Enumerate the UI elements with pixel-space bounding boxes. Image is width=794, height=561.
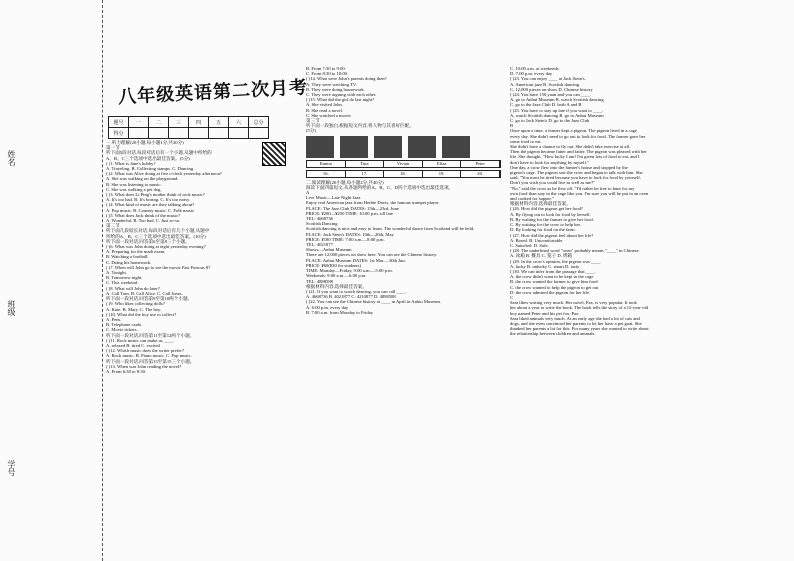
- text-line: A. Traveling. B. Collecting stamps. C. Dancing.: [106, 166, 195, 172]
- score-cell: 三: [169, 117, 189, 128]
- text-line: Don't you wish you could live as well as me?": [510, 180, 595, 186]
- text-line: Shows—Anhui Museum: [306, 247, 352, 253]
- text-line: A. From 6:30 to 8:30.: [106, 368, 147, 374]
- column-1: [106, 140, 296, 374]
- text-line: A. watch Scottish dancing B. go to Anhui Museum: [510, 112, 604, 118]
- text-line: A. Pop music. B. Country music. C. Folk music.: [106, 207, 196, 213]
- score-cell[interactable]: [149, 128, 169, 139]
- text-line: A. Tonight.: [106, 270, 127, 276]
- text-line: ( )29. In the crow's opinion, the pigeon was ____.: [510, 258, 602, 264]
- text-line: A. American jazz B. Scottish dancing: [510, 81, 580, 87]
- text-line: 第一节: [106, 145, 120, 151]
- text-line: C. Satisfied. D. Safe.: [510, 242, 549, 248]
- text-line: B. 7:00 a.m. from Monday to Friday: [306, 309, 373, 315]
- text-line: B. She read a novel.: [306, 107, 343, 113]
- text-line: Sara liked animals very much. At an early age she had a lot of cats and: [510, 315, 640, 321]
- text-line: (5分): [306, 128, 316, 134]
- text-line: A. Wonderful. B. Too bad. C. Just so-so.: [106, 218, 181, 224]
- text-line: A. lucky B. unlucky C. smart D. tasty: [510, 263, 580, 269]
- text-line: A. It's too bad. B. It's boring. C. It's too noisy.: [106, 197, 191, 203]
- text-line: ( )8. What will John do later?: [106, 285, 160, 291]
- text-line: B. Watching a football.: [106, 254, 149, 260]
- text-line: A. 4668736 B. 4021877 C. 4210877 D. 4888588: [306, 294, 396, 300]
- text-line: C. 10:00 a.m. at weekends: [510, 66, 559, 71]
- text-line: some food to eat.: [510, 138, 542, 144]
- text-line: life. She thought, "How lucky I am! I'm given lots of food to eat, and I: [510, 154, 640, 160]
- text-line: C. She watched a movie.: [306, 112, 352, 118]
- text-line: the relationship between children and animals.: [510, 331, 596, 337]
- text-line: ( )2. What was Alice doing at five o'clock yesterday afternoon?: [106, 171, 222, 177]
- text-line: A. They were watching TV.: [306, 81, 357, 87]
- text-line: ( )11. Rock music can make us ____.: [106, 337, 175, 343]
- text-line: D. By looking for food on the farm.: [510, 227, 576, 233]
- text-line: 根据材料内容,选择最佳答案。: [306, 283, 367, 289]
- score-cell: 五: [209, 117, 229, 128]
- score-header-row: [109, 117, 269, 128]
- text-line: 一.听力理解(20小题,每小题1分,共20分): [106, 140, 184, 145]
- text-line: A. Bored. B. Uncomfortable.: [510, 237, 564, 243]
- binding-margin: [0, 0, 103, 561]
- text-line: A. She visited John.: [306, 102, 343, 108]
- text-line: her about a year to write the book. The book tells the story of a 12-year-old: [510, 305, 649, 311]
- text-line: B. Telephone cards.: [106, 322, 143, 328]
- name-label: 姓名: [7, 150, 16, 166]
- text-line: ( )28. The underlined word "oven" probably means "____" in Chinese.: [510, 248, 640, 254]
- text-line: Live Music—Late Night Jazz: [306, 195, 361, 201]
- name-cell: Peter: [461, 161, 500, 167]
- text-line: A. 6:00 p.m. every day: [306, 304, 349, 310]
- text-line: C. From 8:30 to 10:00.: [306, 71, 349, 77]
- answer-blank[interactable]: 19.: [423, 171, 462, 177]
- text-line: TEL: 4021877: [306, 242, 333, 248]
- text-line: thanked her parents a lot for this. For many years she wanted to write about: [510, 326, 649, 332]
- text-line: ( )27. How did the pigeon feel about her life?: [510, 232, 594, 238]
- text-line: C. 12,000 pieces on show D. Chinese history: [510, 86, 593, 92]
- text-line: ( )6. What was John doing at eight yesterday evening?: [106, 244, 206, 250]
- text-line: ( )3. What does Li Ping's mother think of rock music?: [106, 192, 205, 198]
- text-line: 听下面一段对话,回答第6至第8三个小题。: [106, 238, 190, 244]
- name-cell: Eliza: [423, 161, 462, 167]
- score-cell: 四: [189, 117, 209, 128]
- text-line: 听下面一段独白,根据短文内容,将人物与其喜好匹配。: [306, 123, 414, 129]
- text-line: ( )10. What did the boy use to collect?: [106, 311, 177, 317]
- text-line: B. By waiting for the farmer to give her food.: [510, 216, 594, 222]
- text-line: C. the crow wanted to help the pigeon to get out: [510, 284, 599, 290]
- text-line: ( )24. You have 150 yuan and you can ____.: [510, 92, 592, 98]
- picture-a: [306, 136, 334, 158]
- name-cell: Tina: [346, 161, 385, 167]
- score-cell[interactable]: [189, 128, 209, 139]
- text-line: and cooked for supper.": [510, 196, 554, 202]
- text-line: ( )22. You can see the Chinese history at ____ in April in Anhui Museum.: [306, 299, 442, 305]
- exam-title: 八年级英语第二次月考: [117, 77, 309, 108]
- student-number-label: 学号: [7, 460, 16, 476]
- text-line: A. Pens.: [106, 316, 122, 322]
- picture-row: [306, 136, 501, 158]
- picture-c: [374, 136, 402, 158]
- text-line: 二.阅读理解(20小题,每小题2分,共40分): [306, 179, 384, 185]
- text-line: C: [510, 294, 514, 300]
- text-line: B. Tomorrow night.: [106, 275, 143, 281]
- text-line: PRICE: ¥200—¥250 TIME: 10:00 p.m. till late: [306, 210, 393, 216]
- text-line: There are 12,000 pieces on show here. You can see the Chinese history.: [306, 252, 438, 258]
- text-line: A. Kate. B. Mary. C. The boy.: [106, 306, 162, 312]
- score-cell: 一: [129, 117, 149, 128]
- text-line: A. Call Tom. B. Call Alice. C. Call Jones.: [106, 290, 183, 296]
- score-cell[interactable]: [209, 128, 229, 139]
- text-line: A、B、C三个选项中选出最佳答案。(5分): [106, 155, 190, 161]
- score-cell: 题号: [109, 117, 129, 128]
- text-line: Once upon a time, a farmer kept a pigeon. The pigeon lived in a cage: [510, 128, 637, 134]
- text-line: boy named Peter and his pet fox, Pax.: [510, 310, 580, 316]
- text-line: ( )4. What kind of music are they talking about?: [106, 202, 195, 208]
- column-2: [306, 66, 501, 315]
- text-line: C. go to Jack Stein's D. go to the Jazz Club: [510, 118, 590, 124]
- text-line: ( )23. You can enjoy ____ at Jack Stein's.: [510, 76, 586, 82]
- text-line: D. the crow admired the pigeon for her life: [510, 289, 589, 295]
- text-line: 阅读下面四篇短文,从各题所给的A、B、C、D四个选项中选出最佳选项。: [306, 184, 454, 190]
- text-line: 根据材料内容,选择最佳答案。: [510, 201, 571, 207]
- text-line: ( )26. How did the pigeon get her food?: [510, 206, 583, 212]
- text-line: She didn't have a chance to fly out. She didn't take exercise at all.: [510, 144, 631, 150]
- score-cell: 得分: [109, 128, 129, 139]
- text-line: C. She was walking a pet dog.: [106, 186, 162, 192]
- picture-d: [408, 136, 436, 158]
- text-line: B. the crow wanted the farmer to give him food: [510, 279, 598, 285]
- text-line: 听下面一段对话,回答第9至第10两个小题。: [106, 296, 193, 302]
- text-line: ( )13. When was John reading the novel?: [106, 363, 182, 369]
- text-line: A. She was walking on the playground.: [106, 176, 179, 182]
- answer-blank[interactable]: 20.: [461, 171, 500, 177]
- text-line: A. the crow didn't want to be kept in the cage: [510, 274, 594, 280]
- text-line: Scottish dancing is nice and easy to learn. The wonderful dance from Scotland will be held.: [306, 226, 475, 232]
- text-line: Enjoy real American jazz from Herbie Davis, the famous trumpet player.: [306, 200, 440, 206]
- answer-blank[interactable]: 16.: [307, 171, 346, 177]
- text-line: PLACE: The Jazz Club DATES: 15th—23rd, June: [306, 205, 399, 211]
- name-cell: Emma: [307, 161, 346, 167]
- text-line: A. go to Anhui Museum B. watch Scottish dancing: [510, 97, 604, 103]
- text-line: Sara likes writing very much. Her novel, Pax, is very popular. It took: [510, 300, 637, 306]
- text-line: One day, a crow flew into the farmer's house and stopped by the: [510, 164, 628, 170]
- text-line: Scottish Dancing: [306, 221, 338, 227]
- text-line: PLACE: Jack Stein's DATES: 10th—20th, May: [306, 231, 394, 237]
- text-line: C. This weekend.: [106, 280, 139, 286]
- text-line: C. They were arguing with each other.: [306, 92, 377, 98]
- text-line: don't have to look for anything by myself.": [510, 159, 589, 165]
- text-line: A. 冰箱 B. 餐具 C. 笼子 D. 烤箱: [510, 253, 573, 259]
- names-row: [306, 160, 501, 168]
- text-line: ( )15. What did the girl do last night?: [306, 97, 375, 103]
- text-line: 所给的A、B、C三个选项中选出最佳答案。(10分): [106, 233, 206, 239]
- text-line: C. By waiting for the crow to help her.: [510, 222, 581, 228]
- text-line: 第二节: [106, 223, 120, 229]
- class-label: 班级: [7, 300, 16, 316]
- text-line: 听下面一段对话,回答第13至第15三个小题。: [106, 358, 195, 364]
- text-line: 听下面一段对话,回答第11至第12两个小题。: [106, 332, 195, 338]
- text-line: own food than stay in the cage like you. I'm sure you will be put in an oven: [510, 190, 649, 196]
- text-line: ( )7. When will John go to see the movie Fast Furious 8?: [106, 264, 211, 270]
- text-line: every day. She didn't need to go out to look for food. The farmer gave her: [510, 133, 646, 139]
- text-line: TEL: 4888588: [306, 278, 333, 284]
- answer-blank[interactable]: 17.: [346, 171, 385, 177]
- text-line: A: [306, 190, 310, 196]
- text-line: B. They were doing housework.: [306, 86, 365, 92]
- name-cell: Vivian: [384, 161, 423, 167]
- score-cell[interactable]: [249, 128, 269, 139]
- text-line: A. Preparing for the math exam.: [106, 249, 166, 255]
- text-line: 听下面几段较长对话,每段对话后有几个小题,从题中: [106, 228, 210, 234]
- text-line: B: [510, 123, 514, 129]
- score-table: [108, 116, 269, 139]
- text-line: ( )25. You have to stay up late if you want to ____.: [510, 107, 604, 113]
- text-line: Then the pigeon became fatter and fatter. The pigeon was pleased with her: [510, 149, 647, 155]
- text-line: ( )14. What were John's parents doing then?: [306, 76, 387, 82]
- answer-blank[interactable]: 18.: [384, 171, 423, 177]
- score-cell: 二: [149, 117, 169, 128]
- text-line: PRICE: ¥60(¥30 for students): [306, 262, 361, 268]
- text-line: PRICE: ¥180 TIME: 7:00 a.m.—8:00 p.m.: [306, 236, 385, 242]
- text-line: C. go to the Jazz Club D. both A and B: [510, 102, 582, 108]
- score-cell[interactable]: [169, 128, 189, 139]
- text-line: TIME: Monday—Friday, 9:00 a.m.—5:00 p.m.: [306, 268, 393, 274]
- text-line: ( )21. If you want to watch dancing, you can call ____.: [306, 288, 407, 294]
- text-line: PLACE: Anhui Museum DATES: 1st Mar.—30th Jun.: [306, 257, 406, 263]
- text-line: ( )12. Which music does the writer prefer?: [106, 348, 184, 354]
- text-line: Weekends: 9:00 a.m.—6:00 p.m.: [306, 273, 367, 279]
- score-value-row: [109, 128, 269, 139]
- text-line: 听下面5段对话,每段对话后有一个小题,从题中所给的: [106, 150, 212, 156]
- text-line: said, "You must be tired because you have to look for food by yourself.: [510, 175, 641, 181]
- text-line: C. Doing his homework.: [106, 259, 152, 265]
- score-cell[interactable]: [129, 128, 149, 139]
- text-line: 第三节: [306, 118, 320, 124]
- text-line: A. Rock music. B. Piano music. C. Pop music.: [106, 353, 192, 359]
- text-line: B. She was listening to music.: [106, 181, 162, 187]
- answer-row: [306, 170, 501, 178]
- picture-b: [340, 136, 368, 158]
- score-cell[interactable]: [229, 128, 249, 139]
- text-line: C. Movie tickets.: [106, 327, 138, 333]
- text-line: ( )5. What does Jack think of the music?: [106, 212, 181, 218]
- text-line: "No," said the crow as he flew off. "I'd rather be free to hunt for my: [510, 185, 635, 191]
- score-cell: 总分: [249, 117, 269, 128]
- text-line: B. From 7:30 to 9:00.: [306, 66, 346, 71]
- column-3: [510, 66, 700, 337]
- text-line: D. 7:00 p.m. every day: [510, 71, 553, 77]
- text-line: A. relaxed B. tired C. excited: [106, 342, 160, 348]
- text-line: TEL: 4668736: [306, 216, 333, 222]
- text-line: ( )9. Who likes collecting dolls?: [106, 301, 165, 307]
- text-line: pigeon's cage. The pigeon saw the crow and began to talk with him. She: [510, 170, 643, 176]
- picture-e: [442, 136, 470, 158]
- text-line: ( )30. We can infer from the passage that ____.: [510, 268, 597, 274]
- text-line: ( )1. What is Jane's hobby?: [106, 160, 156, 166]
- score-cell: 六: [229, 117, 249, 128]
- text-line: A. By flying out to look for food by herself.: [510, 211, 591, 217]
- text-line: dogs, and she even convinced her parents to let her have a pet goat. She: [510, 320, 642, 326]
